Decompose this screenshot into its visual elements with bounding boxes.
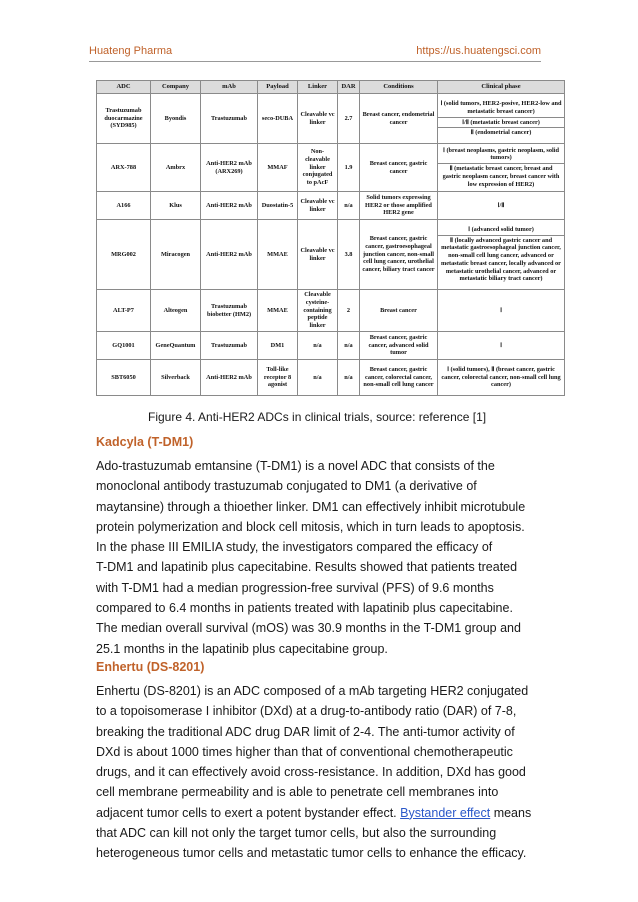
cell-adc: GQ1001 — [97, 332, 151, 360]
text-line: In the phase III EMILIA study, the investigators compared the efficacy of — [96, 540, 493, 555]
cell-adc: ARX-788 — [97, 144, 151, 192]
phase-entry: Ⅰ (advanced solid tumor) — [438, 225, 564, 236]
cell-mab: Anti-HER2 mAb — [201, 192, 258, 220]
figure-caption: Figure 4. Anti-HER2 ADCs in clinical trials, source: reference [1] — [148, 410, 487, 424]
cell-phase: Ⅰ — [438, 332, 565, 360]
text-line: maytansine) through a thioether linker. DM1 can effectively inhibit microtubule — [96, 499, 526, 514]
cell-payload: MMAE — [258, 290, 298, 332]
cell-company: Ambrx — [151, 144, 201, 192]
kadcyla-paragraph — [96, 456, 546, 659]
text-line: that ADC can kill not only the target tumor cells, but also the surrounding — [96, 826, 497, 841]
page-header — [89, 44, 541, 62]
cell-company: Alteogen — [151, 290, 201, 332]
cell-dar: 3.8 — [338, 220, 360, 290]
text-line: means — [490, 805, 532, 820]
enhertu-paragraph — [96, 681, 546, 864]
section-title-enhertu: Enhertu (DS-8201) — [96, 660, 205, 674]
cell-payload: DM1 — [258, 332, 298, 360]
table-row — [97, 94, 565, 144]
col-header: Company — [151, 81, 201, 94]
text-line: The median overall survival (mOS) was 30.9 months in the T-DM1 group and — [96, 621, 521, 636]
cell-mab: Trastuzumab — [201, 94, 258, 144]
cell-dar: 2 — [338, 290, 360, 332]
phase-entry: Ⅱ (metastatic breast cancer, breast and gastric neoplasm cancer, breast cancer with low expression of HER2) — [442, 165, 560, 188]
cell-dar: n/a — [338, 332, 360, 360]
table-row — [97, 192, 565, 220]
cell-dar: n/a — [338, 360, 360, 396]
text-line: DXd is about 1000 times higher than that of conventional chemotherapeutic — [96, 744, 513, 759]
phase-entry: Ⅰ (breast neoplasms, gastric neoplasm, solid tumors) — [438, 146, 564, 164]
col-header: Clinical phase — [438, 81, 565, 94]
table-row — [97, 332, 565, 360]
cell-adc: A166 — [97, 192, 151, 220]
cell-mab: Trastuzumab — [201, 332, 258, 360]
cell-conditions: Solid tumors expressing HER2 or those amplified HER2 gene — [360, 192, 438, 220]
cell-payload: Toll-like receptor 8 agonist — [258, 360, 298, 396]
cell-linker: Cleavable vc linker — [298, 94, 338, 144]
cell-linker: Non-cleavable linker conjugated to pAcF — [298, 144, 338, 192]
text-line: compared to 6.4 months in patients treated with lapatinib plus capecitabine. — [96, 601, 513, 616]
col-header: DAR — [338, 81, 360, 94]
cell-dar: 2.7 — [338, 94, 360, 144]
cell-payload: MMAF — [258, 144, 298, 192]
cell-linker: Cleavable vc linker — [298, 192, 338, 220]
adc-table — [96, 80, 565, 396]
cell-phase — [438, 94, 565, 144]
cell-adc: SBT6050 — [97, 360, 151, 396]
cell-conditions: Breast cancer, endometrial cancer — [360, 94, 438, 144]
text-line: monoclonal antibody trastuzumab conjugated to DM1 (a derivative of — [96, 479, 477, 494]
cell-conditions: Breast cancer, gastric cancer — [360, 144, 438, 192]
phase-entry: Ⅰ (solid tumors, HER2-posive, HER2-low and metastatic breast cancer) — [438, 99, 564, 117]
cell-adc: MRG002 — [97, 220, 151, 290]
cell-company: Miracogen — [151, 220, 201, 290]
cell-dar: n/a — [338, 192, 360, 220]
cell-phase: Ⅰ — [438, 290, 565, 332]
cell-payload: MMAE — [258, 220, 298, 290]
col-header: Linker — [298, 81, 338, 94]
table-row — [97, 144, 565, 192]
phase-entry: Ⅰ/Ⅱ (metastatic breast cancer) — [438, 118, 564, 129]
col-header: ADC — [97, 81, 151, 94]
cell-mab: Anti-HER2 mAb — [201, 360, 258, 396]
table-row — [97, 290, 565, 332]
text-line: heterogeneous tumor cells and metastatic tumor cells to enhance the efficacy. — [96, 846, 527, 861]
cell-company: Silverback — [151, 360, 201, 396]
table-header-row — [97, 81, 565, 94]
col-header: Payload — [258, 81, 298, 94]
cell-mab: Anti-HER2 mAb (ARX269) — [201, 144, 258, 192]
text-line: Ado-trastuzumab emtansine (T-DM1) is a novel ADC that consists of the — [96, 459, 495, 473]
cell-conditions: Breast cancer, gastric cancer, colorectal cancer, non-small cell lung cancer — [360, 360, 438, 396]
table-row — [97, 220, 565, 290]
cell-payload: Duostatin-5 — [258, 192, 298, 220]
cell-mab: Anti-HER2 mAb — [201, 220, 258, 290]
cell-company: Byondis — [151, 94, 201, 144]
text-line: T-DM1 and lapatinib plus capecitabine. Results showed that patients treated — [96, 560, 518, 575]
text-line: protein polymerization and block cell mitosis, which in turn leads to apoptosis. — [96, 519, 525, 534]
table-row — [97, 360, 565, 396]
cell-phase: Ⅰ/Ⅱ — [438, 192, 565, 220]
cell-phase — [438, 144, 565, 192]
phase-entry: Ⅱ (endometrial cancer) — [470, 129, 532, 137]
cell-conditions: Breast cancer, gastric cancer, gastroesophageal junction cancer, non-small cell lung cancer, urothelial cancer, biliary tract cancer — [360, 220, 438, 290]
cell-conditions: Breast cancer, gastric cancer, advanced solid tumor — [360, 332, 438, 360]
cell-mab: Trastuzumab biobetter (HM2) — [201, 290, 258, 332]
cell-linker: Cleavable vc linker — [298, 220, 338, 290]
text-line: drugs, and it can effectively avoid cross-resistance. In addition, DXd has good — [96, 765, 526, 780]
header-url[interactable]: https://us.huatengsci.com — [416, 45, 541, 57]
cell-phase — [438, 220, 565, 290]
cell-adc: Trastuzumab duocarmazine (SYD985) — [97, 94, 151, 144]
cell-payload: seco-DUBA — [258, 94, 298, 144]
cell-conditions: Breast cancer — [360, 290, 438, 332]
cell-phase: Ⅰ (solid tumors), Ⅱ (breast cancer, gastric cancer, colorectal cancer, non-small cell lung cancer) — [438, 360, 565, 396]
cell-linker: n/a — [298, 332, 338, 360]
bystander-effect-link[interactable]: Bystander effect — [400, 805, 491, 820]
cell-company: Klus — [151, 192, 201, 220]
phase-entry: Ⅱ (locally advanced gastric cancer and metastatic gastroesophageal junction cancer, non-small cell lung cancer, advanced or metastatic breast cancer, locally advanced or metastatic urothelial cancer, advanced or metastatic biliary tract cancer) — [441, 236, 561, 283]
text-line: Enhertu (DS-8201) is an ADC composed of a mAb targeting HER2 conjugated — [96, 684, 529, 698]
section-title-kadcyla: Kadcyla (T-DM1) — [96, 435, 194, 449]
text-line: breaking the traditional ADC drug DAR limit of 2-4. The anti-tumor activity of — [96, 724, 515, 739]
cell-linker: n/a — [298, 360, 338, 396]
col-header: Conditions — [360, 81, 438, 94]
text-line: 25.1 months in the lapatinib plus capecitabine group. — [96, 641, 388, 656]
cell-dar: 1.9 — [338, 144, 360, 192]
text-line: adjacent tumor cells to exert a potent bystander effect. — [96, 805, 401, 820]
cell-linker: Cleavable cysteine-containing peptide linker — [298, 290, 338, 332]
text-line: with T-DM1 had a median progression-free survival (PFS) of 9.6 months — [96, 580, 494, 595]
cell-company: GeneQuantum — [151, 332, 201, 360]
text-line: to a topoisomerase I inhibitor (DXd) at a drug-to-antibody ratio (DAR) of 7-8, — [96, 704, 517, 719]
text-line: cell membrane permeability and is able to penetrate cell membranes into — [96, 785, 499, 800]
cell-adc: ALT-P7 — [97, 290, 151, 332]
col-header: mAb — [201, 81, 258, 94]
header-company: Huateng Pharma — [89, 45, 173, 57]
